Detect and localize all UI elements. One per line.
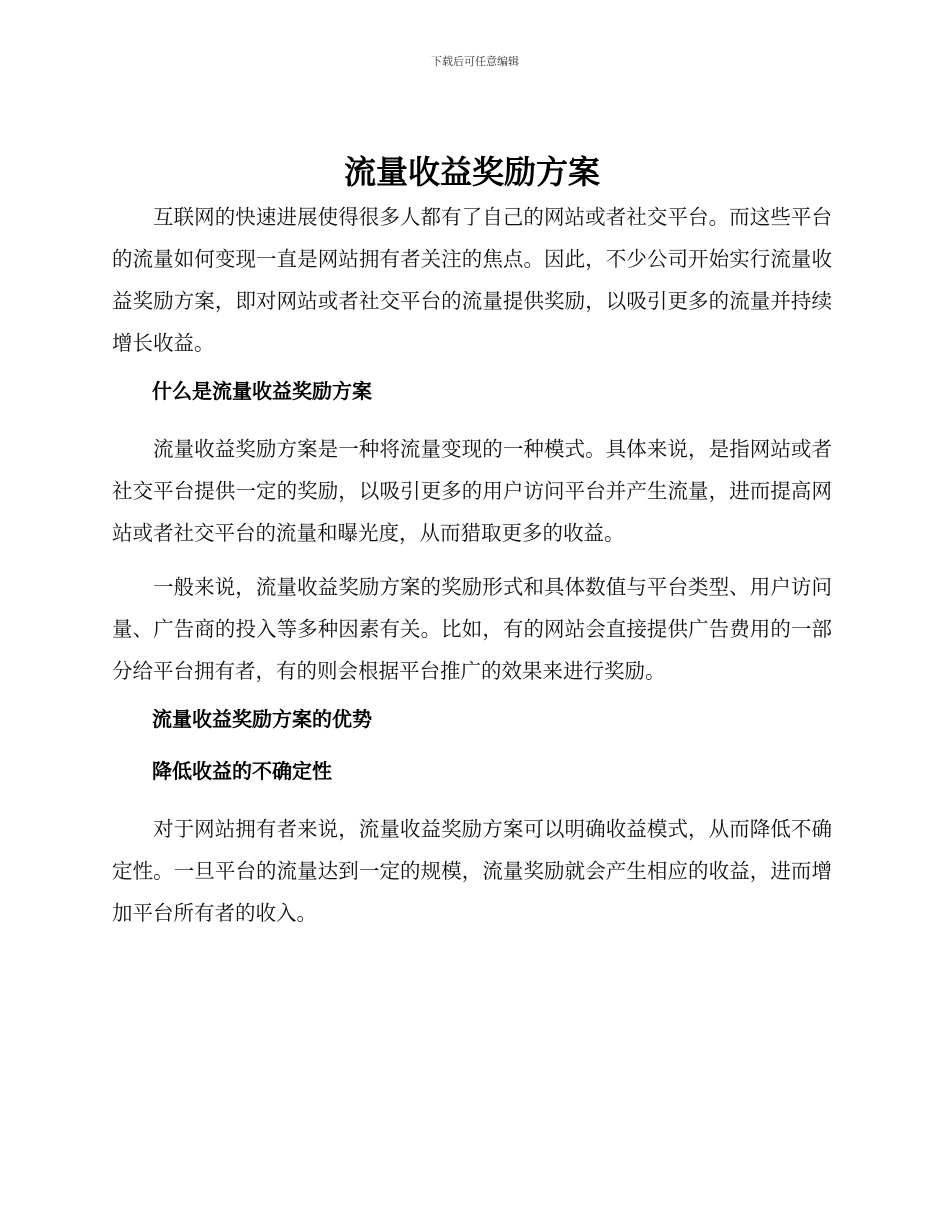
definition-paragraph: 流量收益奖励方案是一种将流量变现的一种模式。具体来说，是指网站或者社交平台提供一定的奖励，以吸引更多的用户访问平台并产生流量，进而提高网站或者社交平台的流量和曝光度，从而猎取更多的收益。 xyxy=(112,437,832,545)
section-heading-advantages: 流量收益奖励方案的优势 xyxy=(152,707,372,731)
page-header-note: 下载后可任意编辑 xyxy=(431,55,519,68)
factors-paragraph: 一般来说，流量收益奖励方案的奖励形式和具体数值与平台类型、用户访问量、广告商的投入等多种因素有关。比如，有的网站会直接提供广告费用的一部分给平台拥有者，有的则会根据平台推广的效果来进行奖励。 xyxy=(112,575,832,683)
document-body xyxy=(112,150,832,946)
subsection-heading-reduce-uncertainty: 降低收益的不确定性 xyxy=(152,759,332,783)
section-heading-what-is: 什么是流量收益奖励方案 xyxy=(152,379,372,403)
certainty-paragraph: 对于网站拥有者来说，流量收益奖励方案可以明确收益模式，从而降低不确定性。一旦平台的流量达到一定的规模，流量奖励就会产生相应的收益，进而增加平台所有者的收入。 xyxy=(112,817,832,925)
intro-paragraph: 互联网的快速进展使得很多人都有了自己的网站或者社交平台。而这些平台的流量如何变现一直是网站拥有者关注的焦点。因此，不少公司开始实行流量收益奖励方案，即对网站或者社交平台的流量提供奖励，以吸引更多的流量并持续增长收益。 xyxy=(112,205,832,355)
document-title: 流量收益奖励方案 xyxy=(343,153,600,191)
